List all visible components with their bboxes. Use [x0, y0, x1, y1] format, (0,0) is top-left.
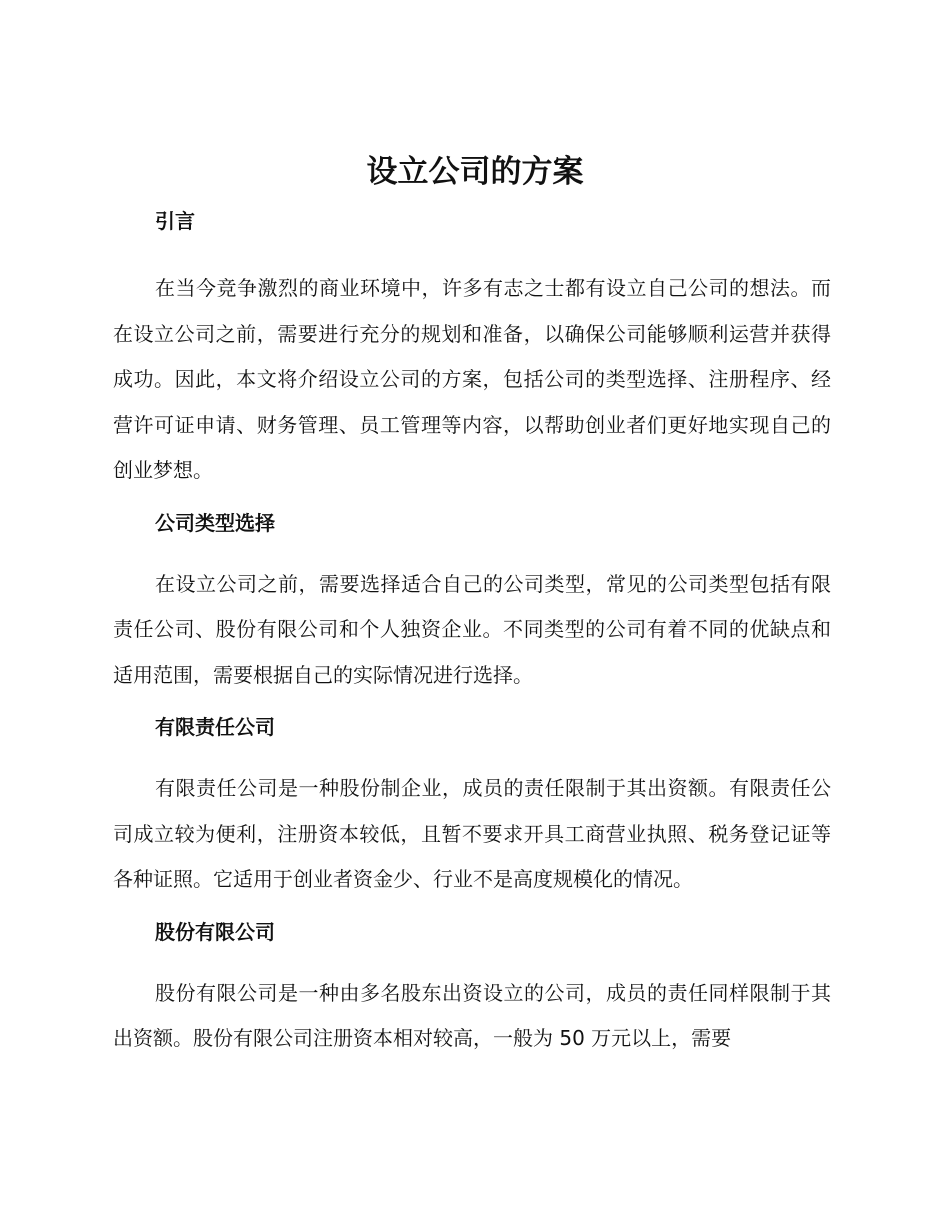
document-body	[113, 201, 831, 1076]
section-paragraph-llc: 有限责任公司是一种股份制企业，成员的责任限制于其出资额。有限责任公司成立较为便利，注册资本较低，且暂不要求开具工商营业执照、税务登记证等各种证照。它适用于创业者资金少、行业不是高度规模化的情况。	[113, 776, 831, 891]
section-heading-company-type: 公司类型选择	[155, 510, 275, 535]
section-heading-llc: 有限责任公司	[155, 715, 275, 739]
section-paragraph-joint-stock: 股份有限公司是一种由多名股东出资设立的公司，成员的责任同样限制于其出资额。股份有限公司注册资本相对较高，一般为 50 万元以上，需要	[113, 980, 831, 1050]
section-heading-joint-stock: 股份有限公司	[155, 919, 275, 944]
section-paragraph-company-type: 在设立公司之前，需要选择适合自己的公司类型，常见的公司类型包括有限责任公司、股份有限公司和个人独资企业。不同类型的公司有着不同的优缺点和适用范围，需要根据自己的实际情况进行选择。	[113, 571, 831, 687]
section-heading-intro: 引言	[155, 209, 195, 233]
section-paragraph-intro: 在当今竞争激烈的商业环境中，许多有志之士都有设立自己公司的想法。而在设立公司之前，需要进行充分的规划和准备，以确保公司能够顺利运营并获得成功。因此，本文将介绍设立公司的方案，包括公司的类型选择、注册程序、经营许可证申请、财务管理、员工管理等内容，以帮助创业者们更好地实现自己的创业梦想。	[113, 276, 831, 482]
document-title: 设立公司的方案	[366, 154, 584, 190]
